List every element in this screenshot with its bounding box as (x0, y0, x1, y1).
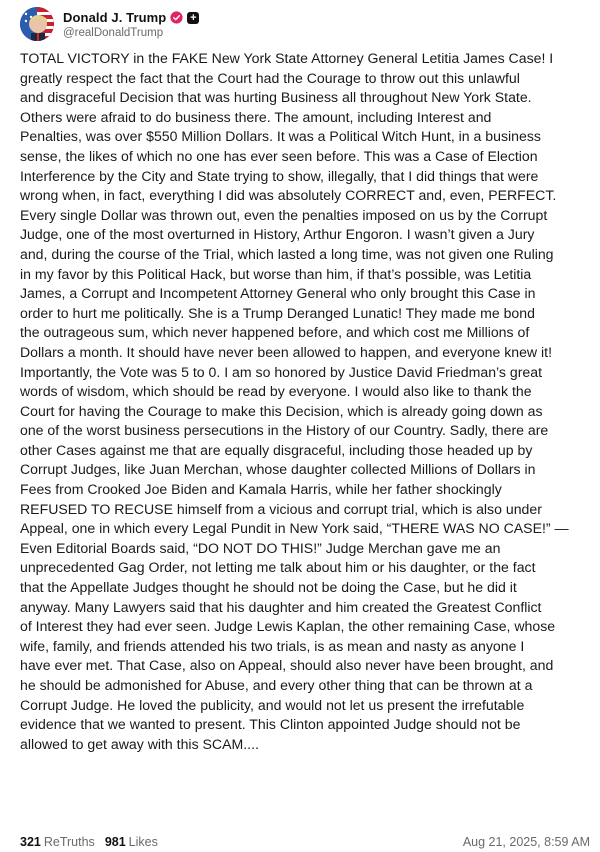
author-handle[interactable]: @realDonaldTrump (63, 27, 164, 39)
post-text-line: Importantly, the Vote was 5 to 0. I am so honored by Justice David Friedman’s great (20, 363, 542, 380)
post-text-line: Penalties, was over $550 Million Dollars. It was a Political Witch Hunt, in a business (20, 128, 541, 145)
author-display-name[interactable]: Donald J. Trump (63, 10, 167, 25)
post-text-line: in my favor by this Political Hack, but worse than him, if that’s possible, was Letitia (20, 265, 532, 282)
post-text-line: anyway. Many Lawyers said that his daughter and him created the Greatest Conflict (20, 598, 542, 615)
post-text-line: Appeal, one in which every Legal Pundit in New York said, “THERE WAS NO CASE!” — (20, 520, 569, 537)
post-text-line: allowed to get away with this SCAM.... (20, 735, 259, 752)
post-text-line: other Cases against me that are equally disgraceful, including those headed up by (20, 441, 533, 458)
post-timestamp[interactable]: Aug 21, 2025, 8:59 AM (462, 835, 590, 849)
retruths-count: 321 (20, 835, 41, 849)
post-text-line: TOTAL VICTORY in the FAKE New York State Attorney General Letitia James Case! I (20, 50, 554, 66)
likes-stat[interactable] (105, 835, 158, 849)
post-text-line: Interference by the City and State trying to show, illegally, that I did things that were (20, 167, 539, 184)
retruths-label: ReTruths (43, 835, 95, 849)
post-text-line: and disgraceful Decision that was hurting Business all throughout New York State. (20, 89, 532, 106)
post-text-line: Corrupt Judges, like Juan Merchan, whose daughter collected Millions of Dollars in (20, 461, 536, 478)
post-text-line: and, during the course of the Trial, which lasted a long time, was not given one Ruling (20, 245, 554, 262)
post-text-line: sense, the likes of which no one has ever seen before. This was a Case of Election (20, 147, 538, 164)
post-text-line: Judge, one of the most overturned in History, Arthur Engoron. I wasn’t given a Jury (20, 226, 535, 243)
post-text-line: Even Editorial Boards said, “DO NOT DO THIS!” Judge Merchan gave me an (20, 539, 501, 556)
avatar-image (20, 7, 54, 41)
post-text-line: the outrageous sum, which never happened before, and which cost me Millions of (20, 324, 530, 341)
post-text-line: order to hurt me politically. She is a Trump Deranged Lunatic! They made me bond (20, 304, 535, 321)
post-text-line: Others were afraid to do business there. The amount, including Interest and (20, 108, 492, 125)
post-text-line: evidence that we wanted to present. This Clinton appointed Judge should not be (20, 716, 521, 733)
post-text-line: have ever met. That Case, also on Appeal, should also never have been brought, and (20, 657, 554, 674)
post-text-line: Court for having the Courage to make this Decision, which is already going down as (20, 402, 543, 419)
post-text-line: words of wisdom, which should be read by everyone. I would also like to thank the (20, 383, 532, 400)
post-header (20, 6, 199, 42)
likes-count: 981 (104, 835, 126, 849)
post-text-line: REFUSED TO RECUSE himself from a vicious and corrupt trial, which is also under (20, 500, 542, 517)
post-text-line: one of the worst business persecutions in the History of our Country. Sadly, there are (20, 422, 549, 439)
plus-icon[interactable]: + (187, 12, 199, 24)
post-text (20, 49, 590, 754)
post-text-line: unprecedented Gag Order, not letting me talk about him or his daughter, or the fact (20, 559, 536, 576)
post-text-line: Fees from Crooked Joe Biden and Kamala Harris, while her father shockingly (20, 481, 502, 498)
post-text-line: James, a Corrupt and Incompetent Attorney General who only brought this Case in (20, 285, 536, 302)
post-text-line: Corrupt Judge. He loved the publicity, and would not let us present the irrefutable (20, 696, 525, 713)
post-text-line: that the Appellate Judges thought he should not be doing the Case, but he did it (20, 579, 517, 596)
post-text-line: Every single Dollar was thrown out, even the penalties imposed on us by the Corrupt (20, 206, 548, 223)
retruths-stat[interactable] (20, 835, 95, 849)
post-text-line: wrong when, in fact, everything I did was absolutely CORRECT and, even, PERFECT. (20, 187, 557, 204)
post-text-line: greatly respect the fact that the Court had the Courage to throw out this unlawful (20, 69, 520, 86)
likes-label: Likes (128, 835, 158, 849)
post-text-line: wife, family, and friends attended his two trials, is as mean and nasty as anyone I (20, 637, 525, 654)
post-text-line: he should be admonished for Abuse, and every other thing that can be thrown at a (20, 677, 533, 693)
verified-badge-icon (170, 11, 183, 24)
author-avatar[interactable] (20, 7, 54, 41)
post-footer (20, 832, 590, 852)
post-text-line: Dollars a month. It should have never been allowed to happen, and everyone knew it! (20, 343, 552, 360)
post-text-line: of Interest they had ever seen. Judge Lewis Kaplan, the other remaining Case, whose (20, 618, 556, 635)
